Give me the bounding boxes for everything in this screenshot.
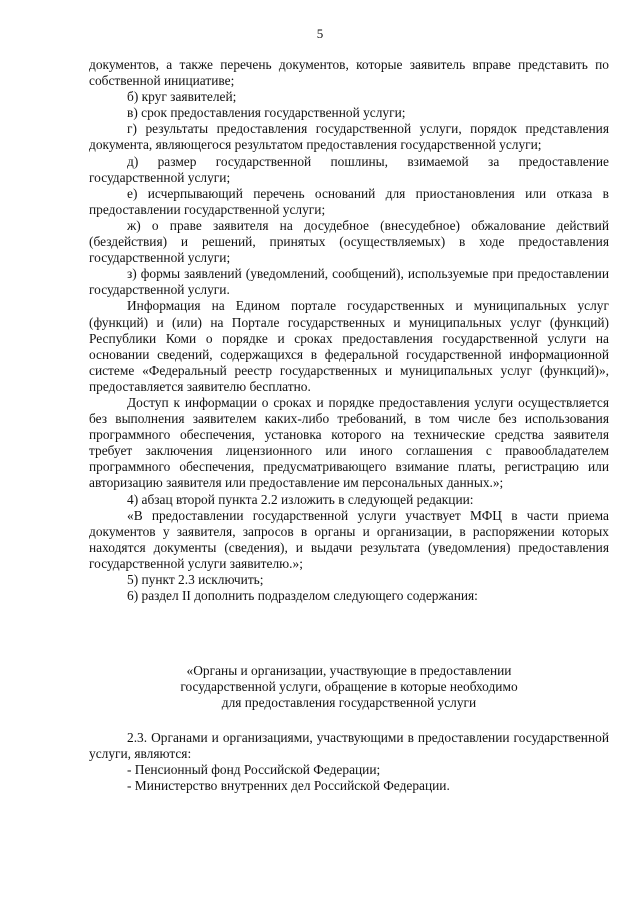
paragraph: 6) раздел II дополнить подразделом следующего содержания:: [127, 588, 478, 604]
paragraph: 5) пункт 2.3 исключить;: [127, 572, 264, 587]
paragraph: б) круг заявителей;: [127, 89, 237, 105]
subsection-body: [89, 730, 609, 794]
paragraph: з) формы заявлений (уведомлений, сообщений), используемые при предоставлении государственной услуги.: [89, 266, 609, 298]
paragraph: ж) о праве заявителя на досудебное (внесудебное) обжалование действий (бездействия) и решений, принятых (осуществляемых) в ходе предоставления государственной услуги;: [89, 217, 609, 266]
paragraph: е) исчерпывающий перечень оснований для приостановления или отказа в предоставлении государственной услуги;: [89, 185, 609, 217]
paragraph: г) результаты предоставления государственной услуги, порядок представления документа, являющегося результатом предоставления государственной услуги;: [89, 121, 609, 153]
paragraph: Информация на Едином портале государственных и муниципальных услуг (функций) и (или) на Портале государственных и муниципальных услуг (функций) Республики Коми о порядке и сроках предоставления государственной услуги на основании сведений, содержащихся в федеральной государственной информационной системе «Федеральный реестр государственных и муниципальных услуг (функций)», предоставляется заявителю бесплатно.: [89, 298, 609, 394]
list-item: - Пенсионный фонд Российской Федерации;: [127, 762, 381, 778]
paragraph: 4) абзац второй пункта 2.2 изложить в следующей редакции:: [127, 491, 474, 507]
subsection-heading: [89, 663, 609, 711]
subsection-heading-line: для предоставления государственной услуги: [221, 695, 477, 711]
paragraph: «В предоставлении государственной услуги участвует МФЦ в части приема документов у заявителя, запросов в органы и организации, в распоряжении которых находятся документы (сведения), и выдачи результата (уведомления) предоставления государственной услуги заявителю.»;: [89, 507, 609, 571]
document-body: [89, 57, 609, 604]
list-item: - Министерство внутренних дел Российской Федерации.: [127, 778, 450, 794]
subsection-heading-line: государственной услуги, обращение в которые необходимо: [180, 679, 518, 695]
paragraph: д) размер государственной пошлины, взимаемой за предоставление государственной услуги;: [89, 153, 609, 185]
paragraph: документов, а также перечень документов, которые заявитель вправе представить по собственной инициативе;: [89, 57, 609, 89]
page-number: 5: [316, 26, 324, 41]
paragraph: в) срок предоставления государственной услуги;: [127, 105, 406, 121]
paragraph: 2.3. Органами и организациями, участвующими в предоставлении государственной услуги, являются:: [89, 730, 609, 762]
paragraph: Доступ к информации о сроках и порядке предоставления услуги осуществляется без выполнения заявителем каких-либо требований, в том числе без использования программного обеспечения, установка которого на технические средства заявителя требует заключения лицензионного или иного соглашения с правообладателем программного обеспечения, предусматривающего взимание платы, регистрацию или авторизацию заявителя или предоставление им персональных данных.»;: [89, 394, 609, 491]
subsection-heading-line: «Органы и организации, участвующие в предоставлении: [186, 663, 512, 678]
